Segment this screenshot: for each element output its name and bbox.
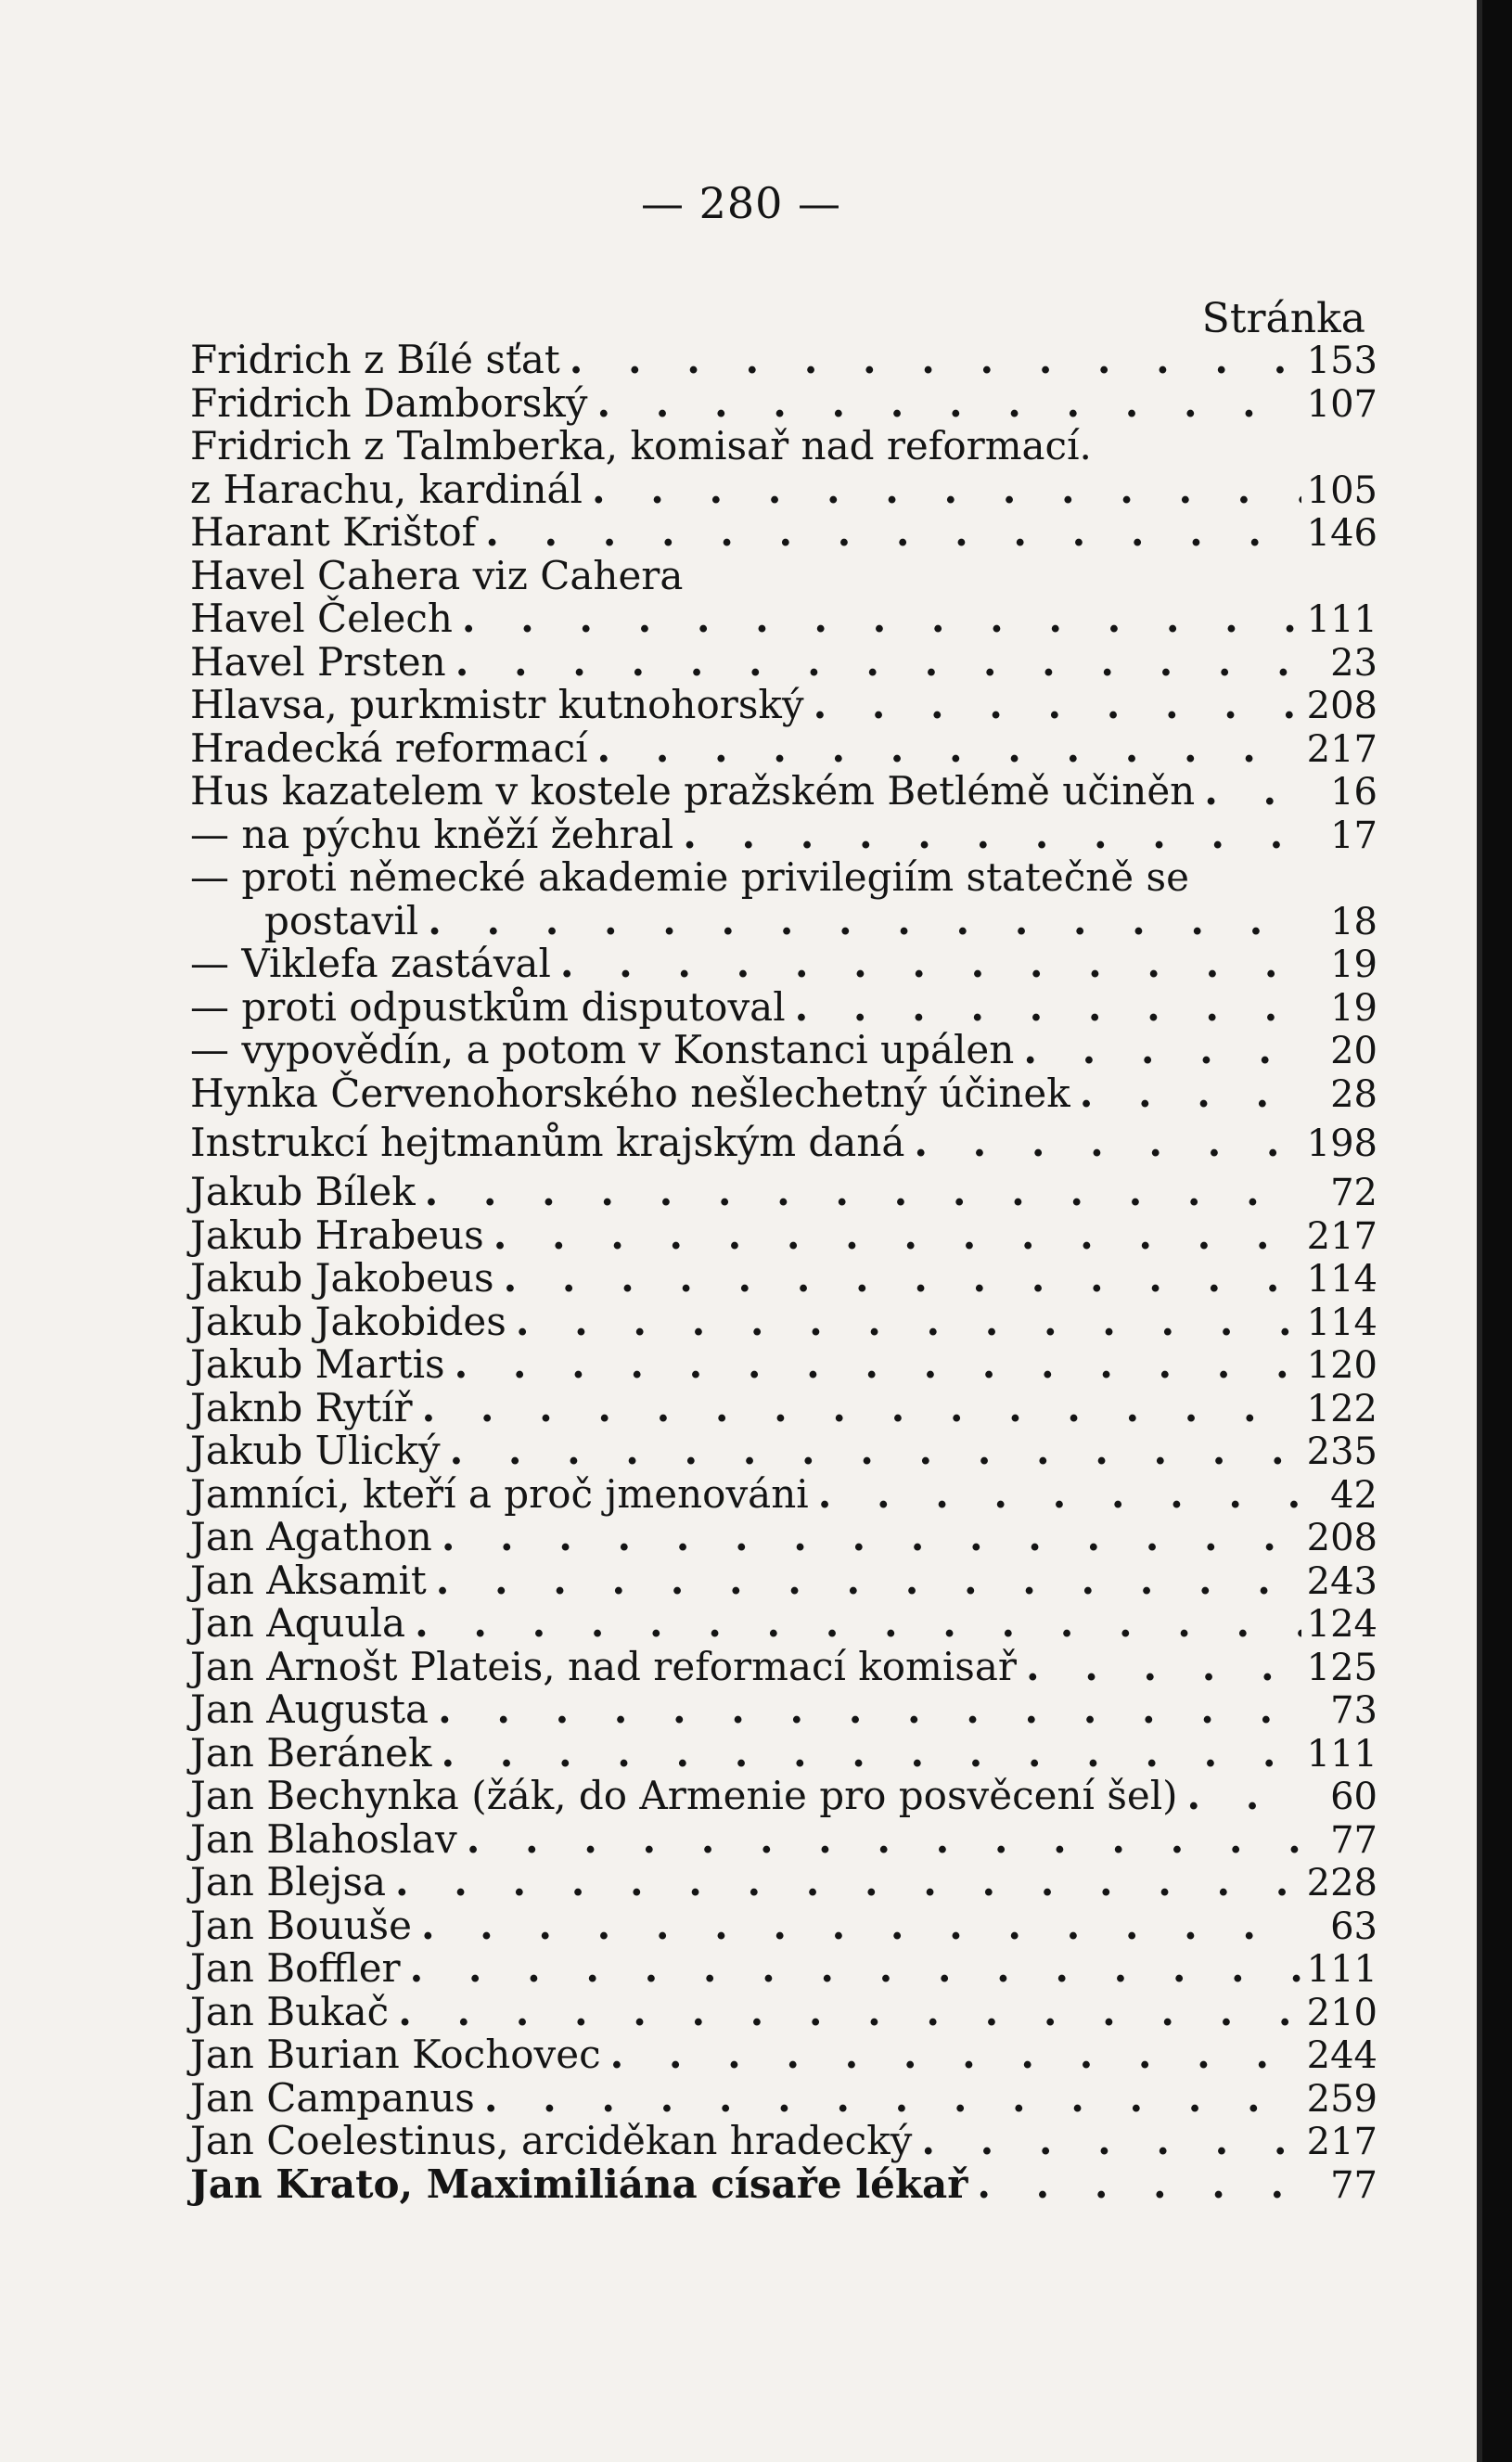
entry-page-number: 19 bbox=[1330, 986, 1377, 1030]
dot-leader bbox=[967, 2163, 1301, 2207]
entry-page-number: 72 bbox=[1330, 1172, 1377, 1214]
dot-leader bbox=[441, 1430, 1301, 1473]
index-entry bbox=[190, 724, 1377, 771]
entry-text: Harant Krištof bbox=[190, 509, 477, 555]
entry-page-number: 28 bbox=[1330, 1072, 1377, 1116]
entry-page-number: 63 bbox=[1330, 1904, 1377, 1948]
index-entry bbox=[190, 1029, 1377, 1072]
dot-leader bbox=[386, 1861, 1301, 1904]
entry-text: Havel Čelech bbox=[190, 596, 453, 641]
entry-text: postavil bbox=[264, 897, 419, 943]
index-entries bbox=[190, 339, 1377, 2206]
entry-page-number: 114 bbox=[1306, 1301, 1377, 1344]
entry-text: Jan Bechynka (žák, do Armenie pro posvěcení šel) bbox=[190, 1773, 1178, 1818]
entry-text: Jan Aquula bbox=[190, 1600, 406, 1646]
index-entry bbox=[190, 511, 1377, 555]
entry-page-number: 17 bbox=[1330, 814, 1377, 857]
entry-text: Havel Prsten bbox=[190, 638, 446, 685]
entry-text: Jan Blejsa bbox=[190, 1859, 387, 1904]
entry-text: Jan Aksamit bbox=[190, 1557, 427, 1603]
index-entry bbox=[190, 2033, 1377, 2077]
page-number: — 280 — bbox=[640, 178, 842, 228]
dot-leader bbox=[673, 814, 1301, 857]
entry-text: Jakub Jakobeus bbox=[190, 1255, 494, 1301]
entry-text: Jakub Martis bbox=[190, 1341, 445, 1387]
entry-page-number: 107 bbox=[1306, 382, 1377, 426]
dot-leader bbox=[912, 2120, 1301, 2163]
dot-leader bbox=[427, 1559, 1301, 1603]
entry-text: Jakub Jakobides bbox=[190, 1298, 506, 1344]
entry-text: — Viklefa zastával bbox=[190, 941, 551, 986]
dot-leader bbox=[1014, 1029, 1301, 1072]
entry-page-number: 77 bbox=[1330, 1818, 1377, 1862]
entry-text: Jan Coelestinus, arciděkan hradecký bbox=[190, 2118, 913, 2163]
index-entry bbox=[190, 856, 1377, 900]
index-entry bbox=[190, 1988, 1377, 2034]
index-entry bbox=[190, 1257, 1377, 1301]
entry-page-number: 111 bbox=[1306, 1732, 1377, 1776]
entry-text: — proti odpustkům disputoval bbox=[190, 983, 786, 1030]
index-entry bbox=[190, 339, 1377, 382]
entry-text: Jakub Bílek bbox=[190, 1169, 416, 1214]
entry-text: Hlavsa, purkmistr kutnohorský bbox=[190, 682, 804, 727]
dot-leader bbox=[1017, 1646, 1301, 1689]
entry-text: Jan Bouuše bbox=[190, 1902, 412, 1948]
index-entry bbox=[190, 1343, 1377, 1387]
entry-page-number: 198 bbox=[1306, 1122, 1377, 1165]
entry-page-number: 60 bbox=[1330, 1776, 1377, 1818]
column-header-page: Stránka bbox=[1201, 295, 1365, 342]
index-entry bbox=[190, 638, 1377, 685]
index-entry bbox=[190, 468, 1377, 512]
index-entry bbox=[190, 1602, 1377, 1646]
index-entry bbox=[190, 1643, 1377, 1689]
index-entry bbox=[190, 1214, 1377, 1258]
entry-text: Jakub Hrabeus bbox=[190, 1212, 484, 1258]
entry-text: — vypovědín, a potom v Konstanci upálen bbox=[190, 1027, 1015, 1072]
dot-leader bbox=[429, 1688, 1301, 1732]
entry-text: Jan Agathon bbox=[190, 1514, 432, 1559]
entry-text: Jan Blahoslav bbox=[190, 1815, 457, 1862]
entry-page-number: 217 bbox=[1306, 1214, 1377, 1258]
entry-text: — na pýchu kněží žehral bbox=[190, 811, 674, 857]
entry-page-number: 125 bbox=[1306, 1646, 1377, 1689]
entry-page-number: 42 bbox=[1330, 1473, 1377, 1517]
entry-page-number: 122 bbox=[1306, 1387, 1377, 1430]
dot-leader bbox=[494, 1257, 1301, 1301]
dot-leader bbox=[786, 986, 1301, 1030]
index-entry bbox=[190, 1430, 1377, 1473]
entry-page-number: 111 bbox=[1306, 598, 1377, 641]
dot-leader bbox=[446, 641, 1301, 685]
entry-page-number: 124 bbox=[1306, 1603, 1377, 1646]
entry-page-number: 20 bbox=[1330, 1030, 1377, 1072]
entry-page-number: 235 bbox=[1306, 1430, 1377, 1473]
entry-text: Jaknb Rytíř bbox=[190, 1384, 413, 1430]
dot-leader bbox=[412, 1904, 1301, 1948]
index-entry bbox=[190, 811, 1377, 857]
entry-page-number: 146 bbox=[1306, 512, 1377, 555]
dot-leader bbox=[904, 1115, 1301, 1171]
dot-leader bbox=[416, 1171, 1301, 1214]
dot-leader bbox=[476, 511, 1301, 555]
index-entry bbox=[190, 425, 1377, 468]
entry-page-number: 120 bbox=[1306, 1344, 1377, 1387]
entry-text: Jamníci, kteří a proč jmenováni bbox=[190, 1470, 809, 1517]
dot-leader bbox=[809, 1473, 1301, 1517]
entry-page-number: 105 bbox=[1306, 468, 1377, 512]
index-entry bbox=[190, 1072, 1377, 1116]
scan-edge bbox=[1482, 0, 1512, 2462]
entry-text: Hus kazatelem v kostele pražském Betlémě učiněn bbox=[190, 768, 1196, 814]
dot-leader bbox=[588, 382, 1302, 426]
dot-leader bbox=[418, 900, 1301, 943]
dot-leader bbox=[457, 1818, 1301, 1862]
index-entry bbox=[190, 1947, 1377, 1991]
entry-text: — proti německé akademie privilegiím statečně se bbox=[190, 854, 1189, 900]
entry-page-number: 244 bbox=[1306, 2034, 1377, 2077]
entry-page-number: 208 bbox=[1306, 1517, 1377, 1559]
dot-leader bbox=[560, 339, 1301, 382]
index-entry bbox=[190, 1298, 1377, 1344]
entry-page-number: 18 bbox=[1330, 900, 1377, 943]
dot-leader bbox=[484, 1214, 1301, 1258]
dot-leader bbox=[1178, 1775, 1301, 1818]
dot-leader bbox=[583, 468, 1301, 512]
dot-leader bbox=[1195, 770, 1301, 814]
dot-leader bbox=[506, 1301, 1301, 1344]
entry-text: Jan Campanus bbox=[190, 2074, 475, 2121]
dot-leader bbox=[1070, 1072, 1301, 1116]
entry-page-number: 73 bbox=[1330, 1689, 1377, 1732]
entry-page-number: 111 bbox=[1306, 1948, 1377, 1991]
dot-leader bbox=[413, 1387, 1301, 1430]
entry-page-number: 77 bbox=[1330, 2163, 1377, 2207]
index-entry bbox=[190, 684, 1377, 727]
index-entry bbox=[190, 379, 1377, 426]
entry-text: Jan Krato, Maximiliána císaře lékař bbox=[190, 2161, 968, 2207]
entry-page-number: 23 bbox=[1330, 641, 1377, 685]
index-entry bbox=[190, 1904, 1377, 1948]
dot-leader bbox=[804, 684, 1301, 727]
index-entry bbox=[190, 2074, 1377, 2121]
dot-leader bbox=[431, 1732, 1301, 1776]
index-entry bbox=[190, 552, 1377, 598]
index-entry bbox=[190, 2120, 1377, 2163]
entry-page-number: 153 bbox=[1306, 340, 1377, 382]
dot-leader bbox=[401, 1947, 1301, 1991]
entry-text: Jan Augusta bbox=[190, 1686, 429, 1732]
entry-page-number: 217 bbox=[1306, 727, 1377, 771]
entry-text: Hradecká reformací bbox=[190, 724, 588, 771]
entry-text: z Harachu, kardinál bbox=[190, 466, 583, 512]
entry-text: Jan Arnošt Plateis, nad reformací komisař bbox=[190, 1643, 1017, 1689]
index-entry bbox=[190, 1470, 1377, 1517]
entry-text: Instrukcí hejtmanům krajským daná bbox=[190, 1120, 905, 1165]
index-entry bbox=[190, 1815, 1377, 1862]
index-entry bbox=[190, 1775, 1377, 1818]
dot-leader bbox=[445, 1343, 1301, 1387]
dot-leader bbox=[601, 2033, 1301, 2077]
dot-leader bbox=[551, 942, 1301, 986]
index-entry bbox=[190, 983, 1377, 1030]
index-entry bbox=[190, 1861, 1377, 1904]
index-entry bbox=[190, 1115, 1377, 1171]
entry-page-number: 16 bbox=[1330, 771, 1377, 814]
entry-text: Fridrich z Talmberka, komisař nad reformací. bbox=[190, 423, 1092, 468]
entry-page-number: 228 bbox=[1306, 1862, 1377, 1904]
index-entry bbox=[190, 597, 1377, 641]
entry-text: Jan Burian Kochovec bbox=[190, 2032, 601, 2077]
index-entry bbox=[190, 942, 1377, 986]
index-entry bbox=[190, 2163, 1377, 2207]
index-entry bbox=[190, 1171, 1377, 1214]
index-entry bbox=[190, 770, 1377, 814]
entry-text: Jan Beránek bbox=[190, 1729, 432, 1776]
entry-text: Fridrich z Bílé sťat bbox=[190, 337, 560, 382]
index-entry bbox=[190, 897, 1377, 943]
index-entry bbox=[190, 1688, 1377, 1732]
index-entry bbox=[190, 1516, 1377, 1559]
entry-page-number: 19 bbox=[1330, 943, 1377, 986]
entry-text: Jan Bukač bbox=[190, 1988, 390, 2034]
dot-leader bbox=[405, 1602, 1301, 1646]
entry-text: Fridrich Damborský bbox=[190, 379, 588, 426]
entry-text: Jakub Ulický bbox=[190, 1428, 441, 1473]
dot-leader bbox=[453, 597, 1301, 641]
entry-page-number: 208 bbox=[1306, 685, 1377, 727]
dot-leader bbox=[389, 1991, 1301, 2034]
index-entry bbox=[190, 1729, 1377, 1776]
entry-page-number: 114 bbox=[1306, 1258, 1377, 1301]
entry-page-number: 259 bbox=[1306, 2077, 1377, 2121]
index-entry bbox=[190, 1384, 1377, 1430]
entry-page-number: 210 bbox=[1306, 1991, 1377, 2034]
index-entry bbox=[190, 1559, 1377, 1603]
entry-text: Jan Boffler bbox=[190, 1945, 401, 1991]
entry-text: Hynka Červenohorského nešlechetný účinek bbox=[190, 1070, 1070, 1116]
entry-text: Havel Cahera viz Cahera bbox=[190, 552, 684, 598]
entry-page-number: 243 bbox=[1306, 1559, 1377, 1603]
entry-page-number: 217 bbox=[1306, 2121, 1377, 2163]
dot-leader bbox=[432, 1516, 1301, 1559]
dot-leader bbox=[588, 727, 1301, 771]
dot-leader bbox=[475, 2077, 1301, 2121]
